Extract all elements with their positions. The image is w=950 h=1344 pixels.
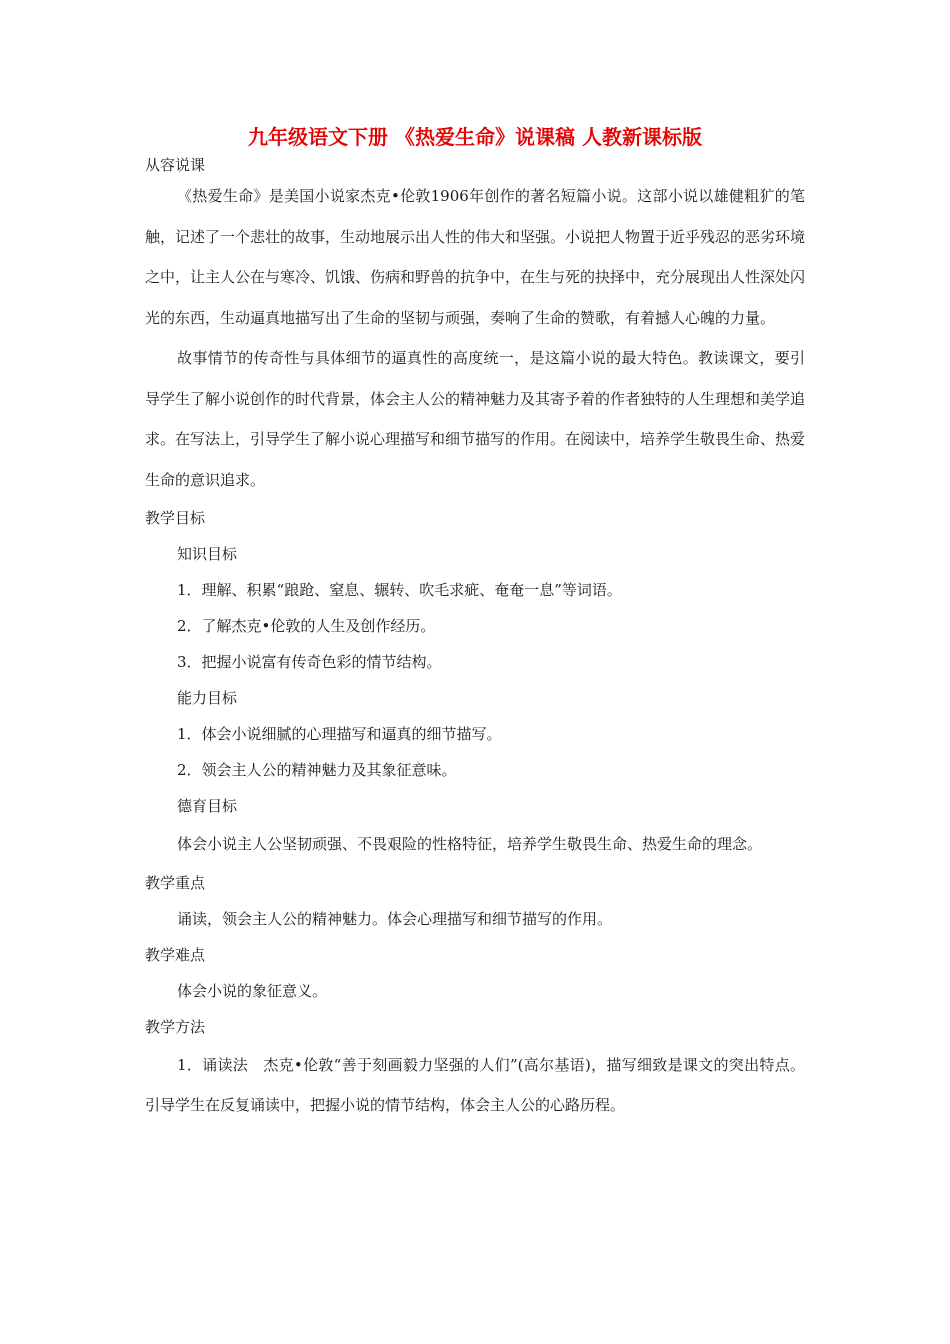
intro-paragraph-2: 故事情节的传奇性与具体细节的逼真性的高度统一，是这篇小说的最大特色。教读课文，要引导学生了解小说创作的时代背景，体会主人公的精神魅力及其寄予着的作者独特的人生理想和美学追求。在写法上，引导学生了解小说心理描写和细节描写的作用。在阅读中，培养学生敬畏生命、热爱生命的意识追求。 [145, 349, 806, 489]
knowledge-item: 1．理解、积累“踉跄、窒息、辗转、吹毛求疵、奄奄一息”等词语。 [177, 581, 622, 599]
subsection-label-knowledge: 知识目标 [177, 545, 238, 563]
document-title: 九年级语文下册 《热爱生命》说课稿 人教新课标版 [248, 125, 702, 149]
difficulty-text: 体会小说的象征意义。 [177, 981, 328, 1000]
key-points-text: 诵读，领会主人公的精神魅力。体会心理描写和细节描写的作用。 [177, 909, 613, 928]
moral-paragraph: 体会小说主人公坚韧顽强、不畏艰险的性格特征，培养学生敬畏生命、热爱生命的理念。 [177, 835, 763, 853]
intro-paragraph-1: 《热爱生命》是美国小说家杰克•伦敦1906年创作的著名短篇小说。这部小说以雄健粗犷的笔触，记述了一个悲壮的故事，生动地展示出人性的伟大和坚强。小说把人物置于近乎残忍的恶劣环境之中，让主人公在与寒冷、饥饿、伤病和野兽的抗争中，在生与死的抉择中，充分展现出人性深处闪光的东西，生动逼真地描写出了生命的坚韧与顽强，奏响了生命的赞歌，有着撼人心魄的力量。 [145, 187, 806, 327]
section-label-difficulty: 教学难点 [145, 945, 206, 964]
method-paragraph: 1．诵读法 杰克•伦敦“善于刻画毅力坚强的人们”(高尔基语)，描写细致是课文的突出特点。引导学生在反复诵读中，把握小说的情节结构，体会主人公的心路历程。 [145, 1055, 805, 1114]
section-label-method: 教学方法 [145, 1017, 206, 1036]
subsection-label-moral: 德育目标 [177, 797, 238, 815]
ability-item: 1．体会小说细腻的心理描写和逼真的细节描写。 [177, 725, 502, 743]
subsection-label-ability: 能力目标 [177, 689, 238, 707]
section-label-intro: 从容说课 [145, 156, 206, 174]
section-label-goals: 教学目标 [145, 509, 206, 527]
knowledge-item: 3．把握小说富有传奇色彩的情节结构。 [177, 653, 442, 671]
document-page [145, 120, 805, 1126]
section-label-key-points: 教学重点 [145, 873, 206, 892]
knowledge-item: 2．了解杰克•伦敦的人生及创作经历。 [177, 617, 436, 635]
ability-item: 2．领会主人公的精神魅力及其象征意味。 [177, 761, 457, 779]
